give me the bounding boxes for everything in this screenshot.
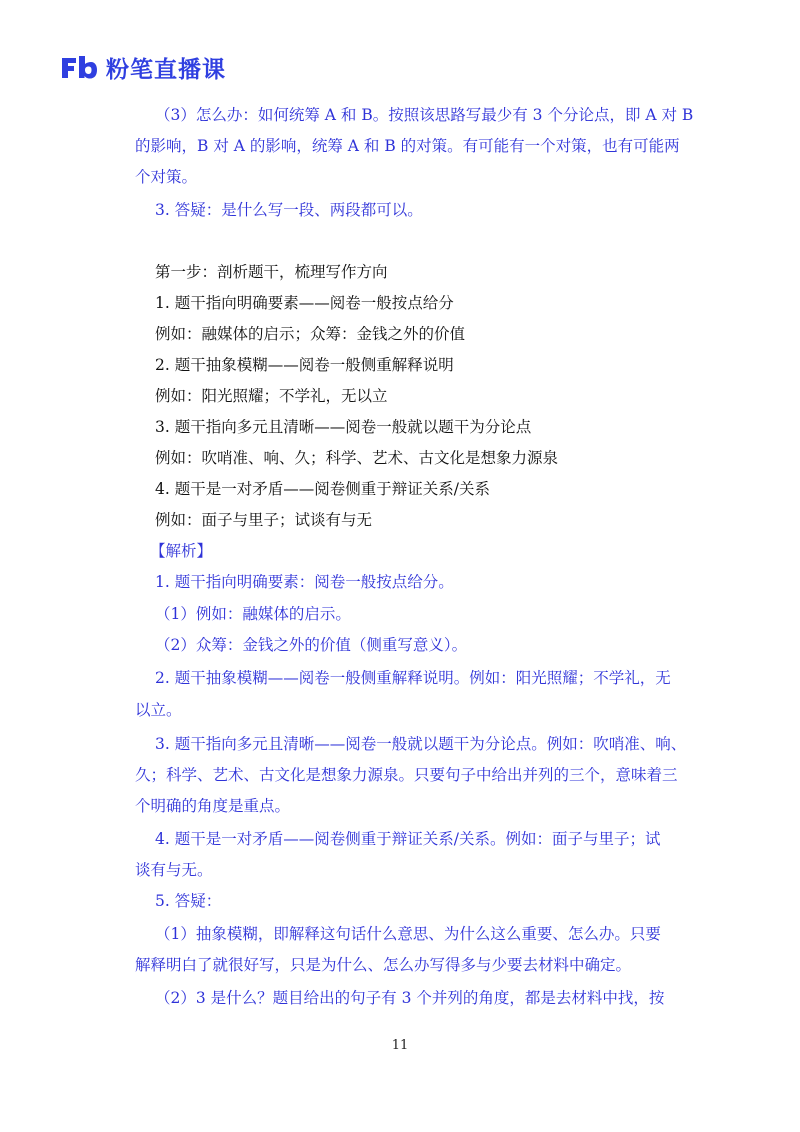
text-line: 2. 题干抽象模糊——阅卷一般侧重解释说明。例如：阳光照耀；不学礼，无 [155, 669, 671, 687]
text-line: 4. 题干是一对矛盾——阅卷侧重于辩证关系/关系。例如：面子与里子；试 [155, 830, 661, 848]
text-line: 3. 答疑：是什么写一段、两段都可以。 [155, 201, 423, 219]
text-line: 例如：融媒体的启示；众筹：金钱之外的价值 [155, 325, 466, 343]
text-line: 4. 题干是一对矛盾——阅卷侧重于辩证关系/关系 [155, 480, 490, 498]
brand-logo [60, 52, 226, 82]
text-line: 个对策。 [135, 168, 198, 186]
text-line: 1. 题干指向明确要素——阅卷一般按点给分 [155, 294, 454, 312]
text-line: （2）众筹：金钱之外的价值（侧重写意义）。 [155, 636, 468, 654]
text-line: 解释明白了就很好写，只是为什么、怎么办写得多与少要去材料中确定。 [135, 956, 632, 974]
text-line: 的影响，B 对 A 的影响，统筹 A 和 B 的对策。有可能有一个对策，也有可能两 [135, 137, 680, 155]
text-line: 例如：面子与里子；试谈有与无 [155, 511, 373, 529]
text-line: 以立。 [135, 701, 182, 719]
fb-logo-icon [60, 54, 98, 80]
brand-text: 粉笔直播课 [106, 56, 226, 83]
text-line: 2. 题干抽象模糊——阅卷一般侧重解释说明 [155, 356, 454, 374]
text-line: 例如：吹哨准、响、久；科学、艺术、古文化是想象力源泉 [155, 449, 559, 467]
text-line: （2）3 是什么？题目给出的句子有 3 个并列的角度，都是去材料中找，按 [155, 989, 665, 1007]
text-line: 3. 题干指向多元且清晰——阅卷一般就以题干为分论点。例如：吹哨准、响、 [155, 735, 687, 753]
text-line: 5. 答疑： [155, 892, 222, 910]
text-line: 例如：阳光照耀；不学礼，无以立 [155, 387, 388, 405]
text-line: 久；科学、艺术、古文化是想象力源泉。只要句子中给出并列的三个，意味着三 [135, 766, 678, 784]
page-number: 11 [391, 1038, 409, 1053]
text-line: 第一步：剖析题干，梳理写作方向 [155, 263, 388, 281]
text-line: （1）例如：融媒体的启示。 [155, 605, 351, 623]
text-line: 谈有与无。 [135, 861, 213, 879]
section-heading: 【解析】 [150, 542, 213, 560]
text-line: 个明确的角度是重点。 [135, 797, 291, 815]
text-line: 3. 题干指向多元且清晰——阅卷一般就以题干为分论点 [155, 418, 532, 436]
text-line: 1. 题干指向明确要素：阅卷一般按点给分。 [155, 573, 454, 591]
text-line: （3）怎么办：如何统筹 A 和 B。按照该思路写最少有 3 个分论点，即 A 对 B [155, 106, 694, 124]
text-line: （1）抽象模糊，即解释这句话什么意思、为什么这么重要、怎么办。只要 [155, 925, 661, 943]
